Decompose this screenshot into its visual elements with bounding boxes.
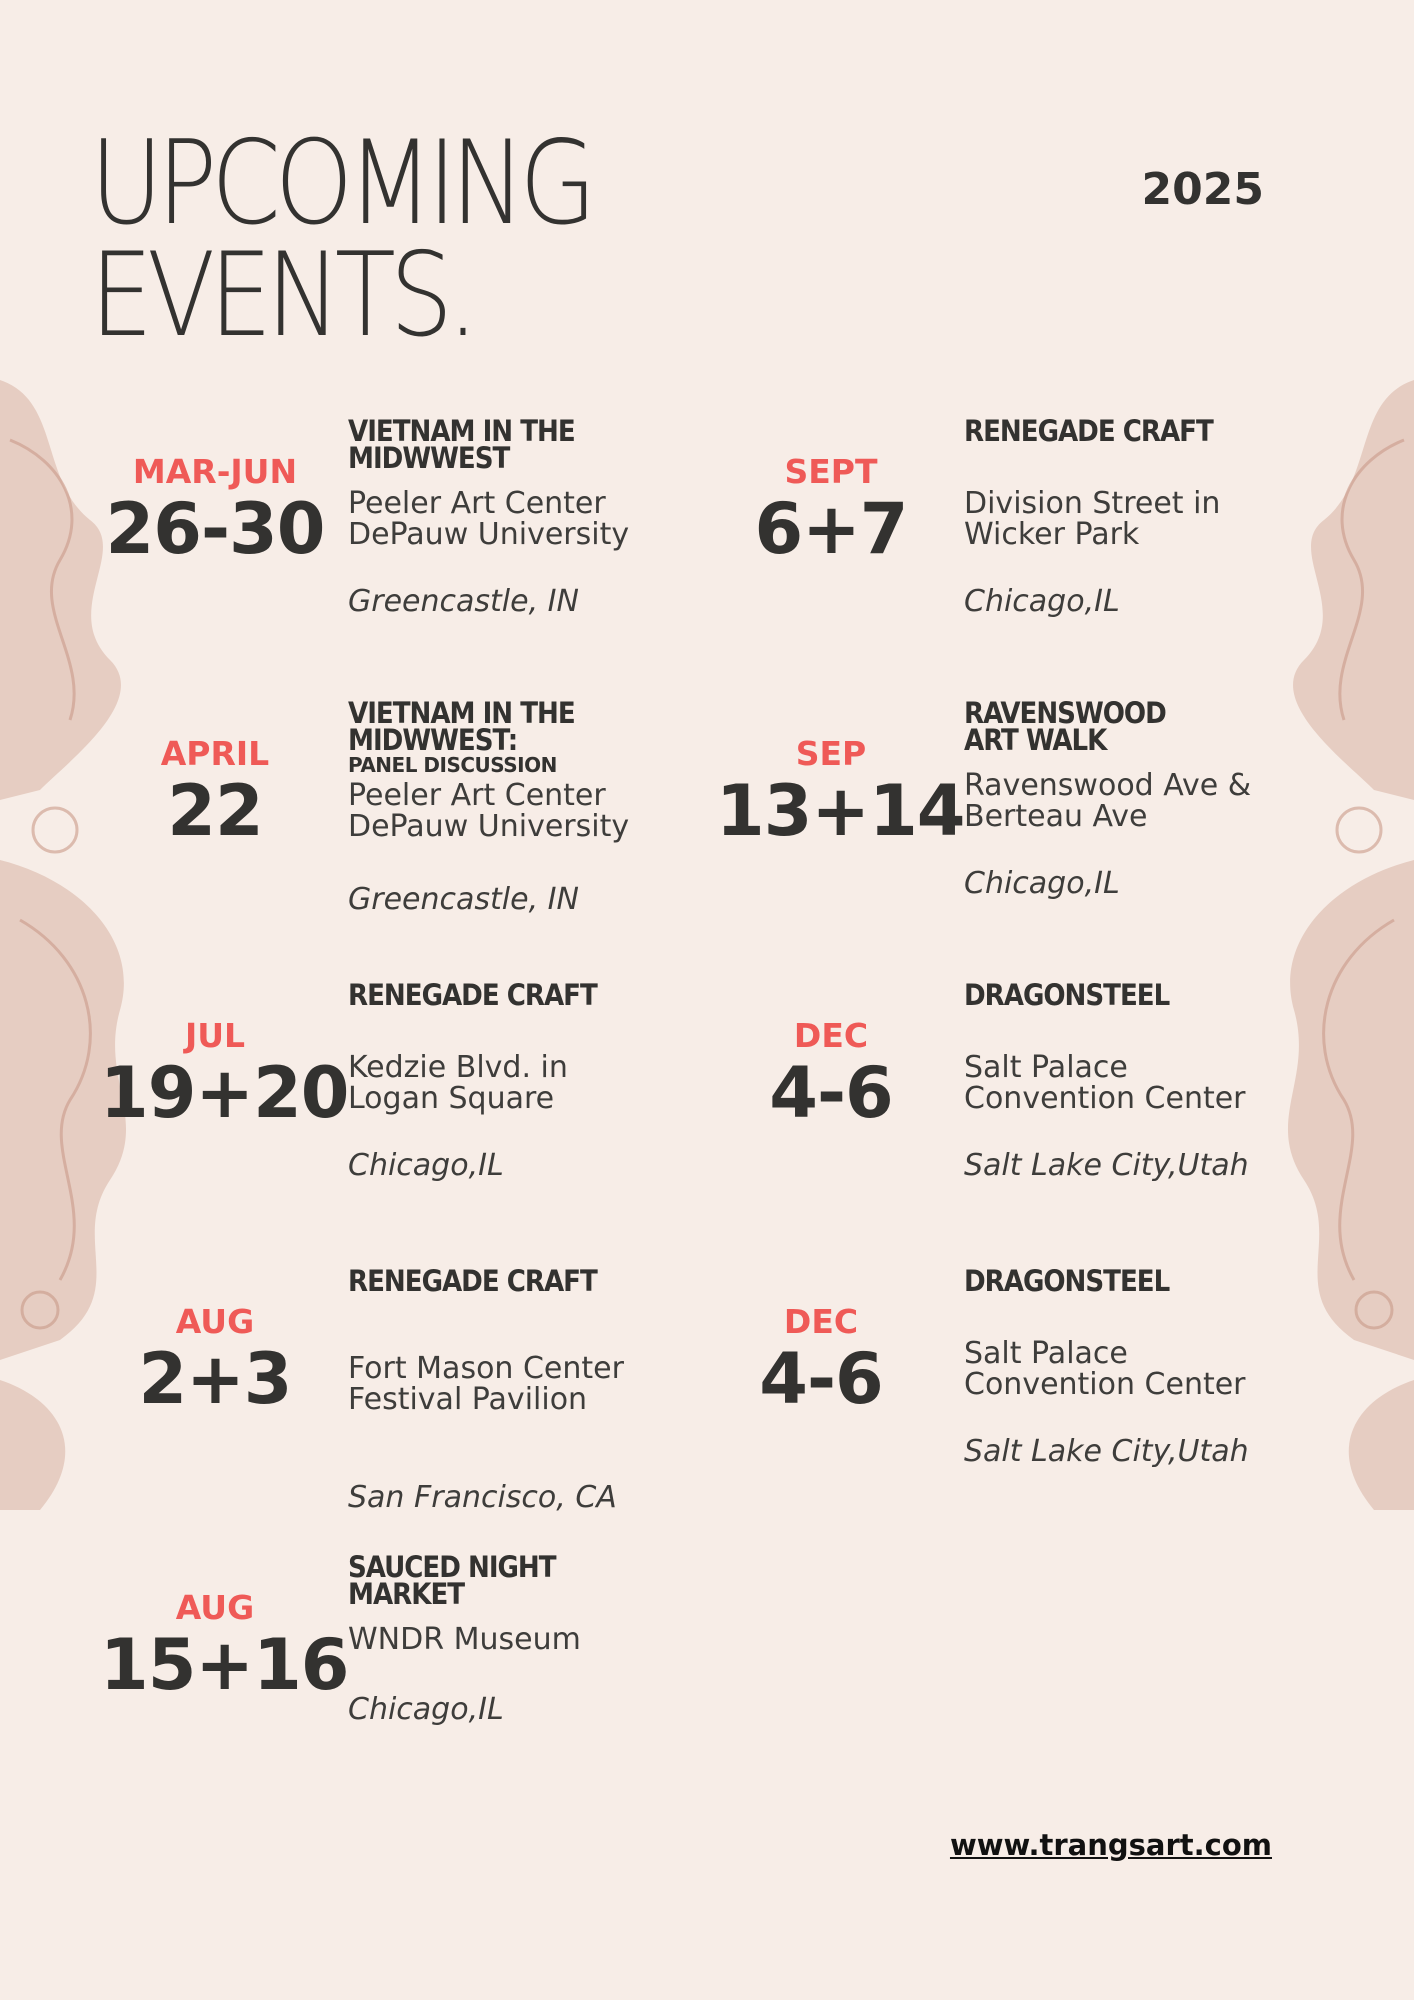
event-title: SAUCED NIGHT MARKET xyxy=(348,1550,556,1611)
event-info xyxy=(964,414,1264,552)
event-days: 22 xyxy=(167,770,263,852)
event-month: AUG xyxy=(175,1302,255,1341)
event-date xyxy=(716,982,946,1134)
event-card xyxy=(100,696,660,930)
event-city: Chicago,IL xyxy=(348,1692,504,1727)
event-card xyxy=(100,1550,660,1784)
page-title xyxy=(90,116,591,363)
event-city: Salt Lake City,Utah xyxy=(964,1148,1249,1183)
event-date xyxy=(100,982,349,1134)
event-city: Salt Lake City,Utah xyxy=(964,1434,1249,1469)
event-title: DRAGONSTEEL xyxy=(964,1264,1170,1298)
event-card xyxy=(100,1264,660,1515)
event-city: San Francisco, CA xyxy=(348,1480,617,1515)
event-info xyxy=(964,978,1264,1116)
event-venue: Kedzie Blvd. in Logan Square xyxy=(348,1050,568,1116)
event-info xyxy=(964,1264,1264,1402)
title-line-1: UPCOMING xyxy=(90,116,591,251)
event-title: RENEGADE CRAFT xyxy=(964,414,1213,448)
event-date xyxy=(100,1554,349,1706)
event-city: Chicago,IL xyxy=(964,866,1120,901)
event-card xyxy=(100,414,660,648)
event-month: DEC xyxy=(793,1016,869,1055)
event-date xyxy=(716,418,946,570)
event-days: 15+16 xyxy=(100,1624,349,1706)
event-city: Greencastle, IN xyxy=(348,882,579,917)
event-days: 4-6 xyxy=(769,1052,893,1134)
event-month: DEC xyxy=(783,1302,859,1341)
event-card xyxy=(706,1264,1266,1498)
event-info xyxy=(964,696,1264,834)
event-venue: WNDR Museum xyxy=(348,1622,581,1657)
event-info xyxy=(348,1264,648,1417)
event-month: SEP xyxy=(795,734,867,773)
event-title: DRAGONSTEEL xyxy=(964,978,1170,1012)
event-days: 2+3 xyxy=(138,1338,292,1420)
event-venue: Peeler Art Center DePauw University xyxy=(348,486,630,552)
event-card xyxy=(716,696,1276,930)
event-city: Greencastle, IN xyxy=(348,584,579,619)
event-days: 19+20 xyxy=(100,1052,349,1134)
event-card xyxy=(100,978,660,1212)
event-days: 6+7 xyxy=(754,488,908,570)
event-days: 13+14 xyxy=(716,770,965,852)
event-info xyxy=(348,978,648,1116)
event-venue: Division Street in Wicker Park xyxy=(964,486,1221,552)
event-card xyxy=(716,414,1276,648)
event-info xyxy=(348,414,648,552)
event-city: Chicago,IL xyxy=(348,1148,504,1183)
event-title: RENEGADE CRAFT xyxy=(348,978,597,1012)
event-month: MAR-JUN xyxy=(132,452,298,491)
event-venue: Ravenswood Ave & Berteau Ave xyxy=(964,768,1252,834)
event-month: SEPT xyxy=(784,452,878,491)
event-info xyxy=(348,696,648,844)
event-date xyxy=(100,418,330,570)
event-venue: Fort Mason Center Festival Pavilion xyxy=(348,1351,624,1417)
event-month: AUG xyxy=(175,1588,255,1627)
website-link[interactable]: www.trangsart.com xyxy=(949,1828,1272,1862)
event-days: 4-6 xyxy=(759,1338,883,1420)
event-month: JUL xyxy=(184,1016,246,1055)
event-title: RAVENSWOOD ART WALK xyxy=(964,696,1166,757)
event-days: 26-30 xyxy=(105,488,325,570)
event-date xyxy=(100,1268,330,1420)
year-label: 2025 xyxy=(1141,164,1264,215)
event-info xyxy=(348,1550,648,1657)
event-venue: Peeler Art Center DePauw University xyxy=(348,778,630,844)
event-card xyxy=(716,978,1276,1212)
event-date xyxy=(716,700,965,852)
event-subtitle: PANEL DISCUSSION xyxy=(348,753,557,777)
event-city: Chicago,IL xyxy=(964,584,1120,619)
event-title: VIETNAM IN THE MIDWWEST xyxy=(348,414,575,475)
event-venue: Salt Palace Convention Center xyxy=(964,1336,1246,1402)
event-venue: Salt Palace Convention Center xyxy=(964,1050,1246,1116)
event-date xyxy=(706,1268,936,1420)
event-title: VIETNAM IN THE MIDWWEST: xyxy=(348,696,575,757)
event-month: APRIL xyxy=(160,734,270,773)
title-line-2: EVENTS. xyxy=(90,228,473,363)
event-date xyxy=(100,700,330,852)
event-title: RENEGADE CRAFT xyxy=(348,1264,597,1298)
